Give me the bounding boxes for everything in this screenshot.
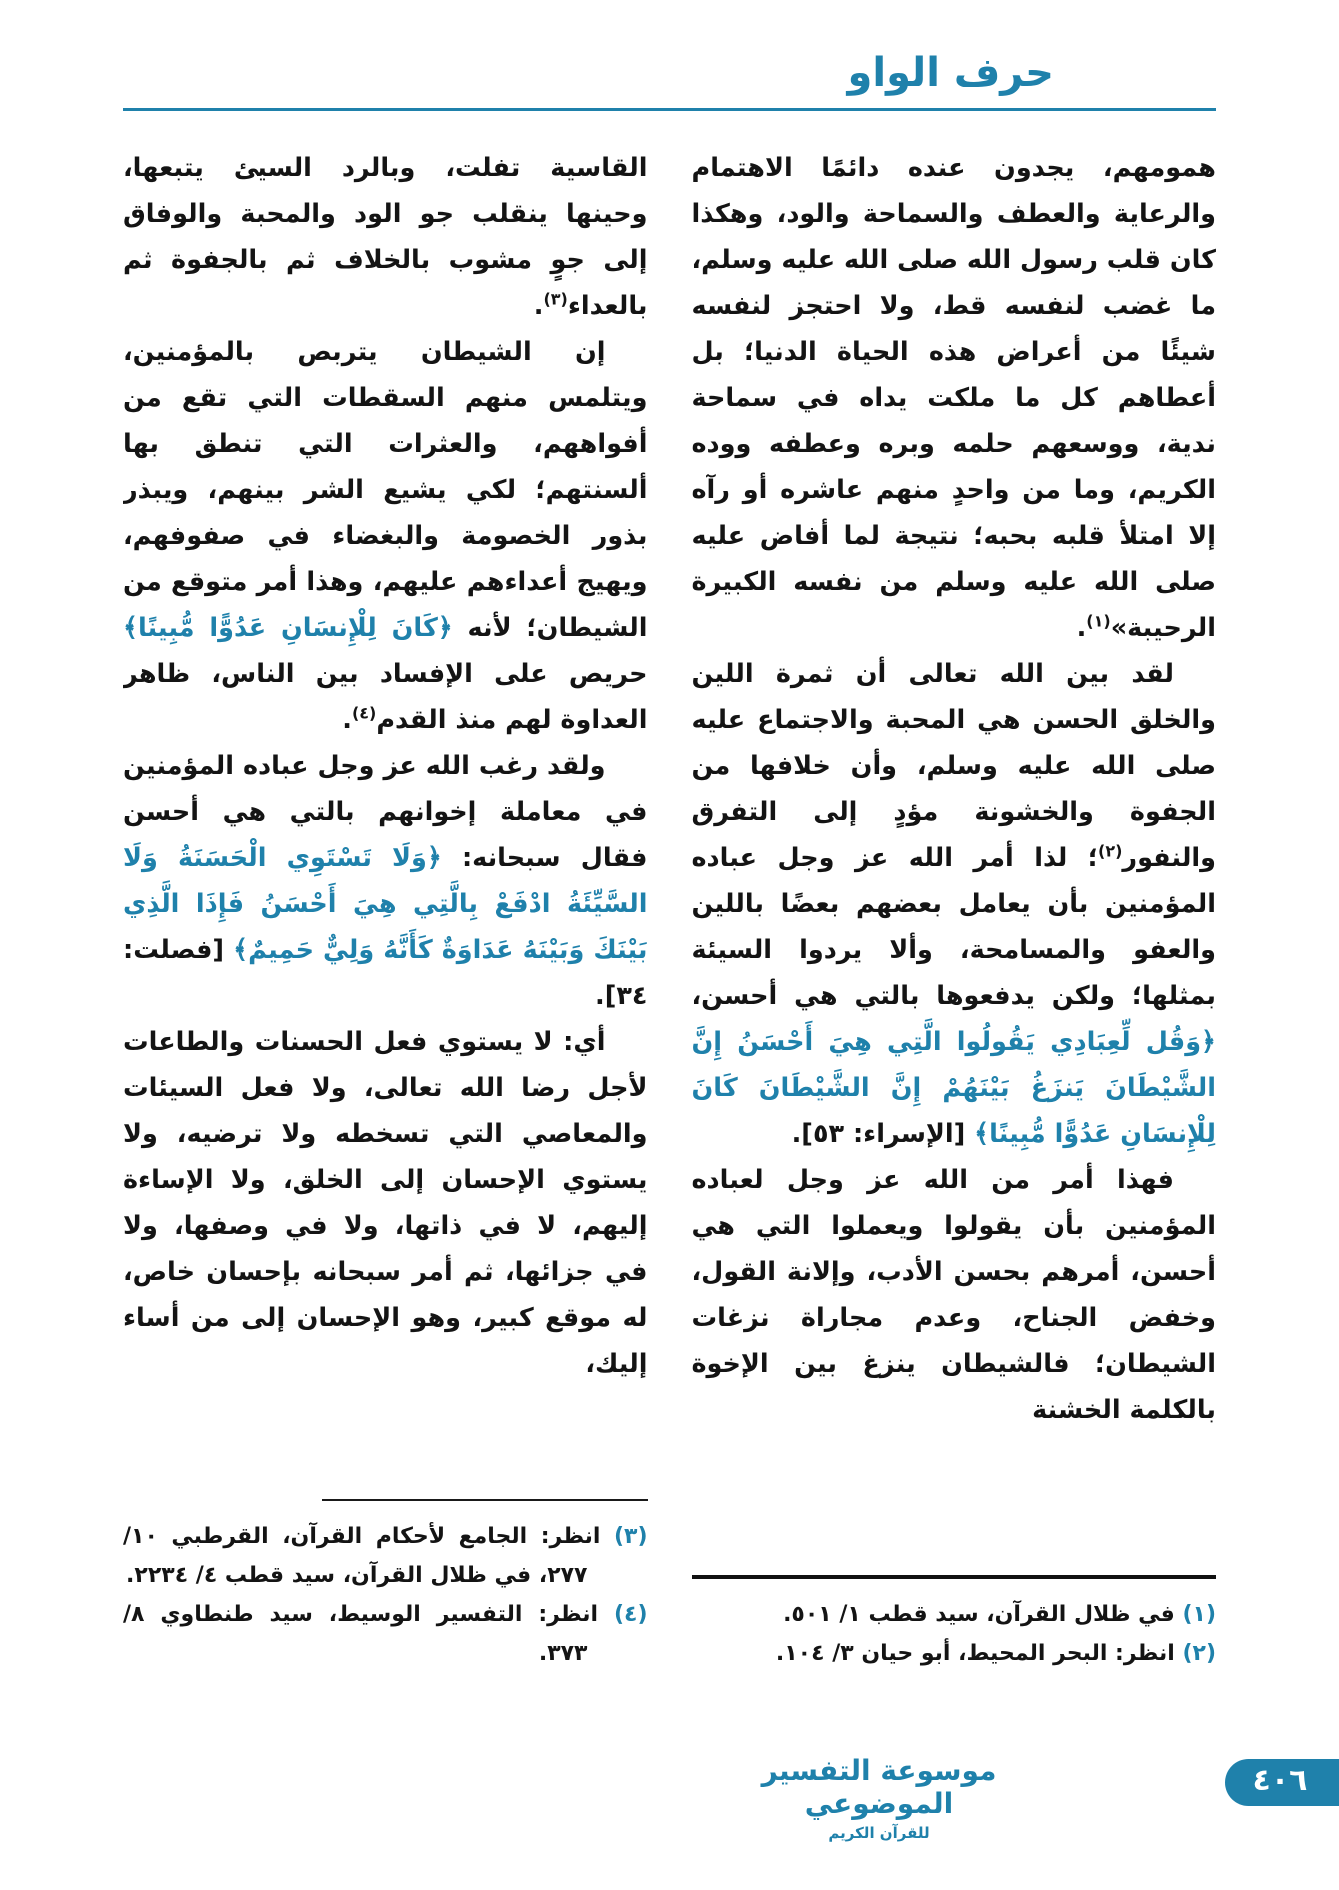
body-text: لقد بين الله تعالى أن ثمرة اللين والخلق الحسن هي المحبة والاجتماع عليه صلى الله عليه وسلم، وأن خلافها من الجفوة والخشونة مؤدٍ إلى التفرق والنفور [691, 659, 1216, 873]
body-text: ؛ لذا أمر الله عز وجل عباده المؤمنين بأن يعامل بعضهم بعضًا باللين والعفو والمسامحة، وألا يردوا السيئة بمثلها؛ ولكن يدفعوها بالتي هي أحسن، [691, 843, 1216, 1011]
paragraph [123, 743, 648, 1019]
body-text: همومهم، يجدون عنده دائمًا الاهتمام والرعاية والعطف والسماحة والود، وهكذا كان قلب رسول الله صلى الله عليه وسلم، ما غضب لنفسه قط، ولا احتجز لنفسه شيئًا من أعراض هذه الحياة الدنيا؛ بل أعطاهم كل ما ملكت يداه في سماحة ندية، ووسعهم حلمه وبره وعطفه ووده الكريم، وما من واحدٍ منهم عاشره أو رآه إلا امتلأ قلبه بحبه؛ نتيجة لما أفاض عليه صلى الله عليه وسلم من نفسه الكبيرة الرحيبة» [691, 153, 1216, 643]
verse-citation: [فصلت: ٣٤]. [123, 935, 648, 1011]
text-columns [0, 111, 1339, 1679]
quran-verse: ﴿كَانَ لِلْإِنسَانِ عَدُوًّا مُّبِينًا﴾ [123, 613, 453, 643]
footnote [692, 1595, 1217, 1634]
paragraph [123, 145, 648, 329]
publisher-logo-title: موسوعة التفسير الموضوعي [761, 1754, 997, 1820]
footnote [123, 1517, 648, 1595]
footnote-list [123, 1517, 648, 1679]
left-column-footnotes [123, 1499, 648, 1679]
footnote-marker: (٢) [1182, 1641, 1216, 1666]
footnote-separator [692, 1575, 1217, 1579]
paragraph [692, 651, 1217, 1157]
footnote [692, 1634, 1217, 1673]
body-text: حريص على الإفساد بين الناس، ظاهر العداوة لهم منذ القدم [123, 659, 648, 735]
body-text: ولقد رغب الله عز وجل عباده المؤمنين في معاملة إخوانهم بالتي هي أحسن فقال سبحانه: [123, 751, 648, 873]
right-column [692, 145, 1217, 1679]
body-text: . [342, 705, 352, 735]
page-number-badge [1225, 1759, 1339, 1806]
footnote-ref: (٤) [351, 703, 377, 723]
body-text: . [533, 291, 544, 321]
footnote-ref: (٣) [543, 289, 568, 309]
right-column-text [692, 145, 1217, 1433]
body-text: إن الشيطان يتربص بالمؤمنين، ويتلمس منهم السقطات التي تقع من أفواههم، والعثرات التي تنطق بها ألسنتهم؛ لكي يشيع الشر بينهم، ويبذر بذور الخصومة والبغضاء في صفوفهم، ويهيج أعداءهم عليهم، وهذا أمر متوقع من الشيطان؛ لأنه [123, 337, 648, 643]
left-column-text [123, 145, 648, 1387]
footnote-marker: (٣) [613, 1524, 648, 1549]
footnote-text: انظر: الجامع لأحكام القرآن، القرطبي ١٠/ ٢٧٧، في ظلال القرآن، سيد قطب ٤/ ٢٢٣٤. [123, 1524, 614, 1588]
page-header [0, 0, 1339, 111]
body-text: فهذا أمر من الله عز وجل لعباده المؤمنين بأن يقولوا ويعملوا التي هي أحسن، أمرهم بحسن الأدب، وإلانة القول، وخفض الجناح، وعدم مجاراة نزغات الشيطان؛ فالشيطان ينزغ بين الإخوة بالكلمة الخشنة [691, 1165, 1216, 1425]
paragraph [123, 329, 648, 743]
footnote-text: انظر: البحر المحيط، أبو حيان ٣/ ١٠٤. [775, 1641, 1183, 1666]
page-number: ٤٠٦ [1252, 1763, 1308, 1798]
quran-verse: ﴿وَقُل لِّعِبَادِي يَقُولُوا الَّتِي هِيَ أَحْسَنُ إِنَّ الشَّيْطَانَ يَنزَغُ بَيْنَهُمْ إِنَّ الشَّيْطَانَ كَانَ لِلْإِنسَانِ عَدُوًّا مُّبِينًا﴾ [691, 1027, 1216, 1149]
footnote [123, 1595, 648, 1673]
paragraph [692, 1157, 1217, 1433]
header-title-row [123, 0, 1054, 108]
paragraph [692, 145, 1217, 651]
right-column-footnotes [692, 1575, 1217, 1679]
footnote-ref: (١) [1086, 611, 1111, 631]
footnote-separator [322, 1499, 647, 1501]
footnote-marker: (٤) [613, 1602, 648, 1627]
footnote-marker: (١) [1182, 1602, 1216, 1627]
publisher-logo-subtitle: للقرآن الكريم [828, 1824, 930, 1842]
footnote-text: في ظلال القرآن، سيد قطب ١/ ٥٠١. [783, 1602, 1183, 1627]
footnote-ref: (٢) [1098, 841, 1123, 861]
chapter-heading: حرف الواو [847, 50, 1054, 96]
paragraph [123, 1019, 648, 1387]
verse-citation: [الإسراء: ٥٣]. [791, 1119, 975, 1149]
body-text: أي: لا يستوي فعل الحسنات والطاعات لأجل رضا الله تعالى، ولا فعل السيئات والمعاصي التي تسخطه ولا ترضيه، ولا يستوي الإحسان إلى الخلق، ولا الإساءة إليهم، لا في ذاتها، ولا في وصفها، ولا في جزائها، ثم أمر سبحانه بإحسان خاص، له موقع كبير، وهو الإحسان إلى من أساء إليك، [123, 1027, 648, 1379]
body-text: القاسية تفلت، وبالرد السيئ يتبعها، وحينها ينقلب جو الود والمحبة والوفاق إلى جوٍ مشوب بالخلاف ثم بالجفوة ثم بالعداء [123, 153, 648, 321]
left-column [123, 145, 648, 1679]
publisher-logo [734, 1754, 1024, 1842]
footnote-list [692, 1595, 1217, 1679]
quran-verse: ﴿وَلَا تَسْتَوِي الْحَسَنَةُ وَلَا السَّيِّئَةُ ادْفَعْ بِالَّتِي هِيَ أَحْسَنُ فَإِذَا الَّذِي بَيْنَكَ وَبَيْنَهُ عَدَاوَةٌ كَأَنَّهُ وَلِيٌّ حَمِيمٌ﴾ [123, 843, 648, 965]
body-text: . [1076, 613, 1087, 643]
footnote-text: انظر: التفسير الوسيط، سيد طنطاوي ٨/ ٣٧٣. [123, 1602, 614, 1666]
